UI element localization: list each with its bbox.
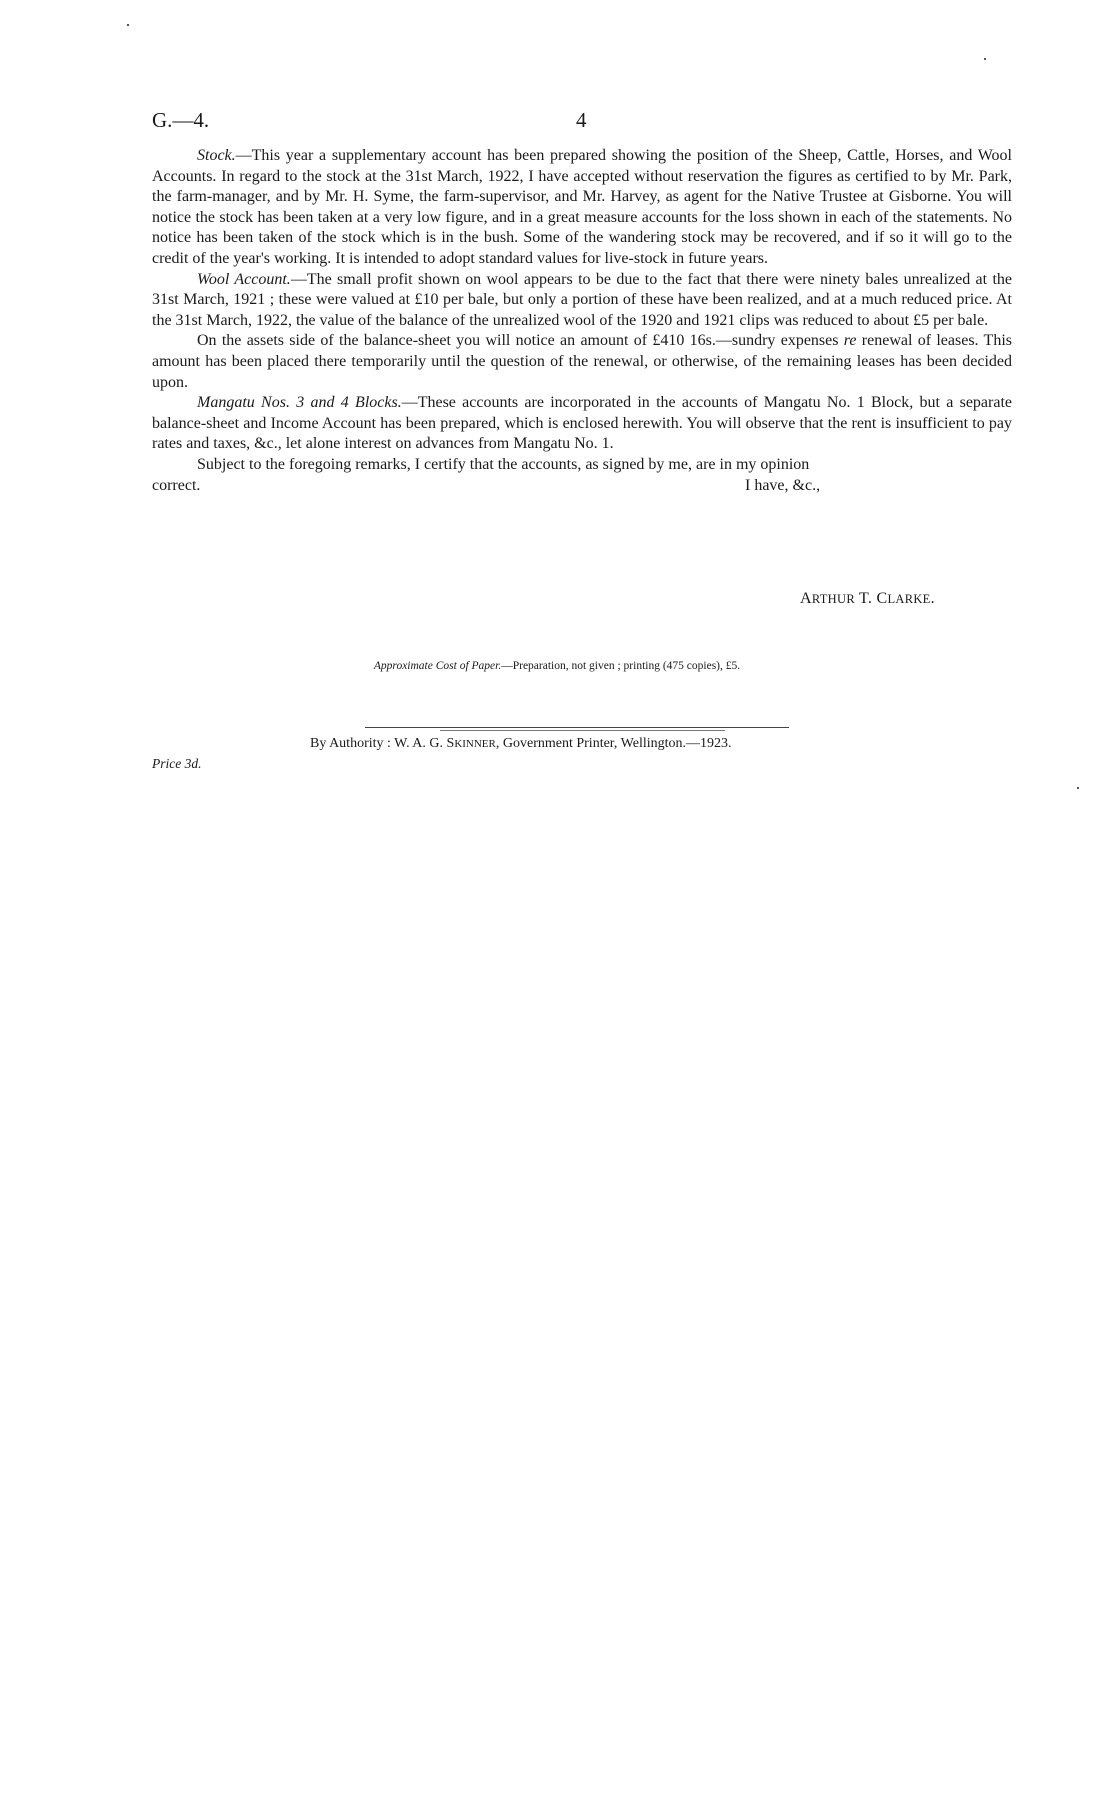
authority-printer: KINNER — [454, 738, 496, 750]
cost-label: Approximate Cost of Paper. — [373, 660, 502, 672]
scan-speck — [127, 24, 129, 26]
paragraph-mangatu-blocks — [152, 393, 1012, 455]
page-header — [152, 108, 1012, 138]
letter-body — [152, 146, 1012, 497]
scan-speck — [1077, 787, 1079, 789]
printer-authority — [310, 736, 732, 752]
cost-of-paper — [0, 660, 1114, 672]
signature-initial: A — [800, 590, 812, 607]
paragraph-text: —The small profit shown on wool appears to be due to the fact that there were ninety bales unrealized at the 31st March, 1921 ; these were valued at £10 per bale, but only a portion of these have been realized, and at a much reduced price. At the 31st March, 1922, the value of the balance of the unrealized wool of the 1920 and 1921 clips was reduced to about £5 per bale. — [152, 270, 1013, 329]
closing-salutation: I have, &c., — [745, 476, 821, 494]
paragraph-text: —This year a supplementary account has been prepared showing the position of the Sheep, Cattle, Horses, and Wool Accounts. In regard to the stock at the 31st March, 1922, I have accepted without reservation the figures as certified to by Mr. Park, the farm-manager, and by Mr. H. Syme, the farm-supervisor, and Mr. Harvey, as agent for the Native Trustee at Gisborne. You will notice the stock has been taken at a very low figure, and in a great measure accounts for the loss shown in each of the statements. No notice has been taken of the stock which is in the bush. Some of the wandering stock may be recovered, and if so it will go to the credit of the year's working. It is intended to adopt standard values for live-stock in future years. — [152, 147, 1012, 267]
divider-rule — [365, 727, 789, 728]
signature-surname: LARKE — [887, 592, 931, 606]
authority-suffix: , Government Printer, Wellington.—1923. — [495, 736, 732, 751]
page-number: 4 — [576, 108, 587, 132]
paragraph-text: —These accounts are incorporated in the accounts of Mangatu No. 1 Block, but a separate balance-sheet and Income Account has been prepared, which is enclosed herewith. You will observe that the rent is insufficient to pay rates and taxes, &c., let alone interest on advances from Mangatu No. 1. — [152, 394, 1012, 453]
paragraph-lead: Stock. — [197, 147, 236, 164]
signature-first-name: RTHUR — [811, 592, 855, 606]
scan-speck — [984, 58, 986, 60]
paragraph-lead: Mangatu Nos. 3 and 4 Blocks. — [197, 394, 402, 412]
authority-prefix: By Authority : W. A. G. S — [310, 736, 455, 751]
paragraph-lead: Wool Account. — [197, 270, 291, 288]
paragraph-text: Subject to the foregoing remarks, I certify that the accounts, as signed by me, are in my opinion — [197, 455, 810, 473]
signature-middle: T. C — [854, 590, 888, 607]
paragraph-italic: re — [843, 332, 857, 350]
cost-text: —Preparation, not given ; printing (475 copies), £5. — [501, 660, 741, 672]
paragraph-certification — [152, 455, 1012, 476]
closing-row — [152, 476, 1012, 497]
signature-end: . — [930, 590, 935, 607]
document-reference: G.—4. — [152, 108, 210, 132]
closing-correct: correct. — [152, 476, 201, 494]
divider-rule — [440, 730, 725, 731]
paragraph-text: On the assets side of the balance-sheet you will notice an amount of £410 16s.—sundry expenses — [197, 332, 844, 350]
price: Price 3d. — [152, 756, 202, 771]
signature — [800, 590, 935, 608]
paragraph-wool-account — [152, 270, 1012, 332]
paragraph-stock — [152, 146, 1012, 270]
paragraph-assets — [152, 331, 1012, 393]
paragraph-text: renewal of leases. This amount has been placed there temporarily until the question of the renewal, or otherwise, of the remaining leases has been decided upon. — [152, 332, 1012, 391]
